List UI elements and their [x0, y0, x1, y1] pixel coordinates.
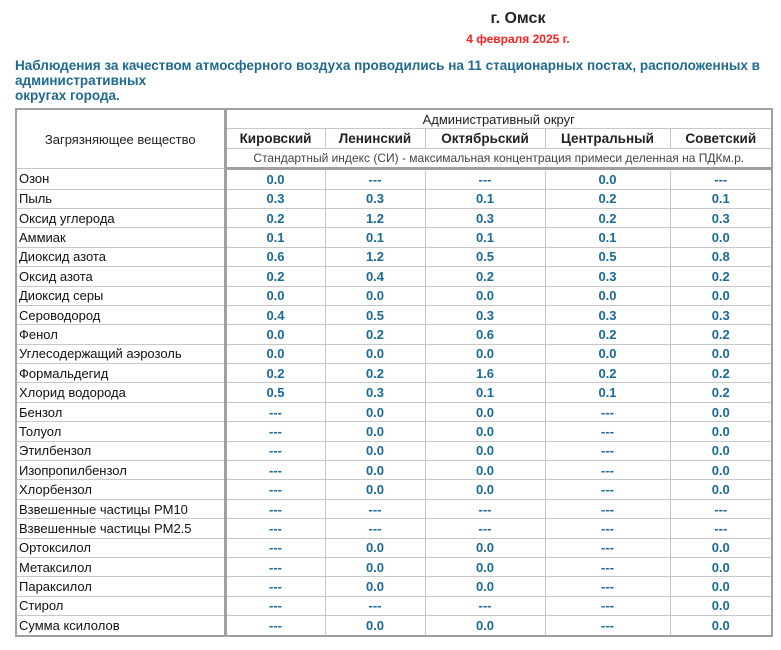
index-value: 1.6: [425, 364, 545, 383]
table-row: [16, 228, 772, 247]
pollutant-name: Сумма ксилолов: [16, 616, 225, 636]
pollutant-name: Сероводород: [16, 305, 225, 324]
index-value: 0.3: [325, 189, 425, 208]
index-value: 0.0: [425, 402, 545, 421]
index-value: 0.0: [225, 286, 325, 305]
index-value: ---: [225, 499, 325, 518]
index-value: 0.0: [225, 169, 325, 189]
index-value: ---: [225, 441, 325, 460]
index-value: 0.2: [325, 364, 425, 383]
intro-line-2: округах города.: [15, 88, 120, 103]
index-value: 0.2: [670, 325, 772, 344]
index-value: 0.0: [425, 557, 545, 576]
table-row: [16, 557, 772, 576]
pollutant-name: Хлорид водорода: [16, 383, 225, 402]
index-value: 0.0: [425, 616, 545, 636]
pollutant-name: Оксид азота: [16, 267, 225, 286]
index-value: 0.0: [670, 480, 772, 499]
index-value: 0.6: [425, 325, 545, 344]
pollutant-name: Озон: [16, 169, 225, 189]
index-value: 0.0: [425, 480, 545, 499]
district-header: Ленинский: [325, 129, 425, 148]
index-value: 0.0: [670, 596, 772, 615]
index-value: 0.1: [425, 228, 545, 247]
index-value: ---: [545, 596, 670, 615]
index-value: ---: [545, 538, 670, 557]
index-value: ---: [545, 499, 670, 518]
report-date: 4 февраля 2025 г.: [466, 32, 570, 46]
table-row: [16, 247, 772, 266]
index-value: ---: [425, 499, 545, 518]
index-value: 0.0: [545, 344, 670, 363]
pollutant-name: Взвешенные частицы PM2.5: [16, 519, 225, 538]
index-value: ---: [425, 596, 545, 615]
table-row: [16, 305, 772, 324]
intro-line-1: Наблюдения за качеством атмосферного воздуха проводились на 11 стационарных постах, расположенных в административных: [15, 58, 760, 88]
table-row: [16, 364, 772, 383]
index-value: 0.2: [225, 208, 325, 227]
index-value: 0.0: [325, 577, 425, 596]
index-value: ---: [545, 422, 670, 441]
index-value: 0.3: [670, 305, 772, 324]
index-value: 0.1: [545, 383, 670, 402]
table-row: [16, 480, 772, 499]
index-value: 0.0: [670, 344, 772, 363]
pollutant-name: Хлорбензол: [16, 480, 225, 499]
index-value: 0.3: [670, 208, 772, 227]
index-value: 0.0: [670, 461, 772, 480]
index-value: 0.8: [670, 247, 772, 266]
index-value: 0.2: [545, 208, 670, 227]
pollutant-name: Диоксид азота: [16, 247, 225, 266]
index-value: 0.0: [670, 422, 772, 441]
index-value: ---: [225, 480, 325, 499]
district-header: Кировский: [225, 129, 325, 148]
table-row: [16, 616, 772, 636]
index-value: 0.1: [225, 228, 325, 247]
table-row: [16, 383, 772, 402]
index-value: 0.1: [425, 189, 545, 208]
index-value: 0.0: [325, 441, 425, 460]
index-value: 0.2: [670, 364, 772, 383]
index-value: ---: [325, 519, 425, 538]
table-row: [16, 596, 772, 615]
table-row: [16, 208, 772, 227]
pollutant-name: Формальдегид: [16, 364, 225, 383]
pollutant-name: Углесодержащий аэрозоль: [16, 344, 225, 363]
index-value: 0.0: [325, 480, 425, 499]
table-row: [16, 577, 772, 596]
table-row: [16, 402, 772, 421]
district-header: Центральный: [545, 129, 670, 148]
index-value: 0.0: [670, 441, 772, 460]
index-value: 0.3: [225, 189, 325, 208]
index-value: 0.2: [225, 267, 325, 286]
pollutant-name: Метаксилол: [16, 557, 225, 576]
pollutant-name: Изопропилбензол: [16, 461, 225, 480]
index-value: 0.0: [325, 422, 425, 441]
index-value: 0.5: [425, 247, 545, 266]
table-row: [16, 461, 772, 480]
city-title: г. Омск: [490, 10, 546, 27]
index-value: 0.3: [425, 305, 545, 324]
pollutant-name: Диоксид серы: [16, 286, 225, 305]
pollutant-name: Взвешенные частицы PM10: [16, 499, 225, 518]
index-value: 0.0: [325, 616, 425, 636]
index-value: ---: [225, 538, 325, 557]
index-value: 0.0: [425, 538, 545, 557]
index-value: 0.0: [325, 538, 425, 557]
district-group-header: Административный округ: [225, 109, 772, 129]
index-value: ---: [545, 616, 670, 636]
index-value: 0.0: [425, 577, 545, 596]
index-value: 0.0: [425, 441, 545, 460]
pollutant-name: Параксилол: [16, 577, 225, 596]
index-value: ---: [225, 402, 325, 421]
pollutant-name: Пыль: [16, 189, 225, 208]
index-value: 0.2: [425, 267, 545, 286]
pollutant-column-header: Загрязняющее вещество: [16, 109, 225, 169]
index-value: 0.0: [325, 461, 425, 480]
table-row: [16, 441, 772, 460]
table-row: [16, 189, 772, 208]
index-value: 0.0: [225, 325, 325, 344]
index-value: 0.1: [545, 228, 670, 247]
index-value: 0.0: [670, 616, 772, 636]
index-value: 0.0: [325, 557, 425, 576]
index-value: 0.0: [670, 228, 772, 247]
index-value: ---: [225, 596, 325, 615]
index-note: Стандартный индекс (СИ) - максимальная концентрация примеси деленная на ПДКм.р.: [225, 148, 772, 168]
index-value: 0.0: [670, 557, 772, 576]
pollutant-name: Оксид углерода: [16, 208, 225, 227]
index-value: ---: [225, 557, 325, 576]
index-value: 0.5: [325, 305, 425, 324]
index-value: 0.5: [225, 383, 325, 402]
index-value: ---: [545, 557, 670, 576]
pollutant-name: Фенол: [16, 325, 225, 344]
index-value: ---: [225, 616, 325, 636]
index-value: 0.0: [425, 422, 545, 441]
index-value: 0.0: [545, 169, 670, 189]
table-row: [16, 519, 772, 538]
index-value: ---: [225, 461, 325, 480]
index-value: 0.0: [425, 344, 545, 363]
pollutant-name: Этилбензол: [16, 441, 225, 460]
index-value: 0.3: [545, 267, 670, 286]
index-value: 0.2: [670, 383, 772, 402]
index-value: 0.2: [225, 364, 325, 383]
index-value: 0.0: [425, 461, 545, 480]
index-value: 0.1: [670, 189, 772, 208]
index-value: 0.2: [325, 325, 425, 344]
district-header: Советский: [670, 129, 772, 148]
index-value: 0.0: [670, 402, 772, 421]
pollutant-name: Толуол: [16, 422, 225, 441]
index-value: ---: [225, 519, 325, 538]
table-row: [16, 344, 772, 363]
index-value: ---: [325, 596, 425, 615]
table-row: [16, 538, 772, 557]
index-value: ---: [545, 441, 670, 460]
index-value: 0.0: [425, 286, 545, 305]
index-value: 1.2: [325, 247, 425, 266]
index-value: 0.2: [545, 325, 670, 344]
index-value: ---: [545, 577, 670, 596]
index-value: 0.0: [670, 577, 772, 596]
index-value: 0.2: [670, 267, 772, 286]
index-value: 0.4: [325, 267, 425, 286]
table-row: [16, 325, 772, 344]
index-value: ---: [425, 169, 545, 189]
index-value: 0.6: [225, 247, 325, 266]
index-value: ---: [225, 422, 325, 441]
index-value: 0.3: [325, 383, 425, 402]
index-value: 0.5: [545, 247, 670, 266]
intro-text: [15, 58, 779, 103]
index-value: ---: [670, 519, 772, 538]
index-value: ---: [325, 499, 425, 518]
index-value: ---: [545, 519, 670, 538]
index-value: 0.3: [545, 305, 670, 324]
pollutant-name: Бензол: [16, 402, 225, 421]
index-value: 0.3: [425, 208, 545, 227]
index-value: 0.4: [225, 305, 325, 324]
index-value: ---: [545, 480, 670, 499]
table-row: [16, 286, 772, 305]
table-row: [16, 422, 772, 441]
table-row: [16, 169, 772, 189]
index-value: 0.0: [670, 538, 772, 557]
table-row: [16, 267, 772, 286]
index-value: 0.0: [225, 344, 325, 363]
index-value: ---: [325, 169, 425, 189]
pollutant-name: Стирол: [16, 596, 225, 615]
index-value: ---: [545, 461, 670, 480]
index-value: 0.0: [325, 344, 425, 363]
index-value: 0.1: [325, 228, 425, 247]
index-value: ---: [225, 577, 325, 596]
index-value: 0.1: [425, 383, 545, 402]
index-value: 0.0: [325, 402, 425, 421]
pollutant-name: Аммиак: [16, 228, 225, 247]
index-value: 0.0: [670, 286, 772, 305]
index-value: 0.2: [545, 189, 670, 208]
district-header: Октябрьский: [425, 129, 545, 148]
index-value: 0.2: [545, 364, 670, 383]
index-value: ---: [670, 499, 772, 518]
pollutant-name: Ортоксилол: [16, 538, 225, 557]
index-value: 0.0: [545, 286, 670, 305]
index-value: ---: [545, 402, 670, 421]
table-row: [16, 499, 772, 518]
index-value: ---: [425, 519, 545, 538]
index-value: ---: [670, 169, 772, 189]
air-quality-table: [15, 108, 773, 637]
index-value: 0.0: [325, 286, 425, 305]
index-value: 1.2: [325, 208, 425, 227]
